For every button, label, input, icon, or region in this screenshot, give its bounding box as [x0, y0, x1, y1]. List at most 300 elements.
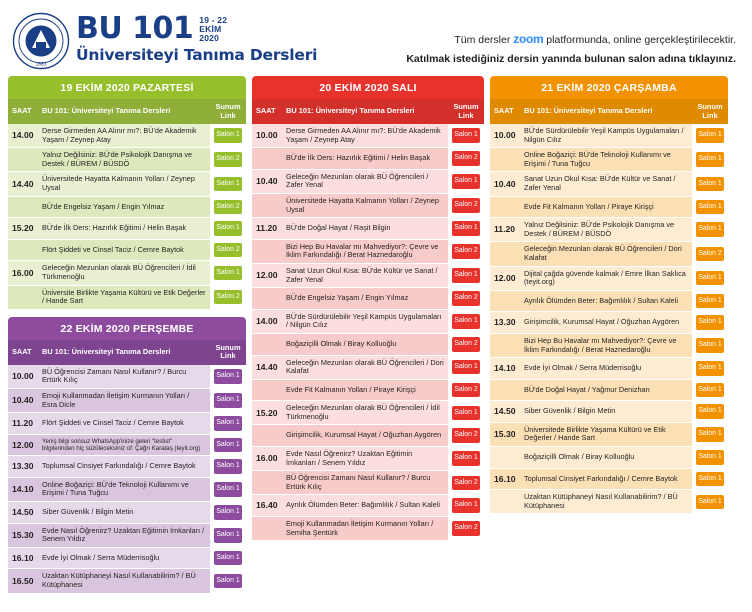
- table-row: [252, 239, 484, 263]
- salon-link[interactable]: Salon 2: [452, 383, 480, 398]
- col-header-link: Sunum Link: [210, 99, 246, 124]
- table-row: [490, 422, 728, 446]
- cell-time: 14.50: [490, 401, 520, 423]
- salon-link[interactable]: Salon 1: [696, 495, 724, 510]
- salon-link[interactable]: Salon 2: [214, 243, 242, 258]
- salon-link[interactable]: Salon 1: [696, 338, 724, 353]
- cell-session-link[interactable]: [448, 425, 484, 447]
- zoom-logo: zoom: [513, 32, 544, 46]
- cell-session-link[interactable]: [448, 517, 484, 541]
- cell-time: [252, 193, 282, 217]
- salon-link[interactable]: Salon 1: [214, 482, 242, 497]
- cell-course-name: BÜ'de Engelsiz Yaşam / Engin Yılmaz: [282, 288, 448, 310]
- table-row: [490, 218, 728, 242]
- col-header-time: SAAT: [8, 99, 38, 124]
- cell-course-name: BÜ'de Doğal Hayat / Raşit Bilgin: [282, 218, 448, 240]
- cell-course-name: Derse Girmeden AA Alınır mı?: BÜ'de Akademik Yaşam / Zeynep Atay: [282, 124, 448, 148]
- table-row: [252, 124, 484, 148]
- table-row: [252, 425, 484, 447]
- table-row: [490, 312, 728, 334]
- cell-time: [252, 517, 282, 541]
- cell-session-link[interactable]: [692, 401, 728, 423]
- cell-session-link[interactable]: [210, 547, 246, 569]
- salon-link[interactable]: Salon 1: [452, 128, 480, 143]
- cell-session-link[interactable]: [448, 379, 484, 401]
- note-line-2: Katılmak istediğiniz dersin yanında bulunan salon adına tıklayınız.: [406, 53, 736, 65]
- table-row: [8, 261, 246, 285]
- table-row: [252, 355, 484, 379]
- cell-session-link[interactable]: [692, 312, 728, 334]
- page-subtitle: Üniversiteyi Tanıma Dersleri: [76, 46, 318, 64]
- cell-course-name: Geleceğin Mezunları olarak BÜ Öğrencileri / İdil Türkmenoğlu: [38, 261, 210, 285]
- col-header-course: BU 101: Üniversiteyi Tanıma Dersleri: [38, 99, 210, 124]
- cell-session-link[interactable]: [448, 263, 484, 287]
- salon-link[interactable]: Salon 1: [214, 393, 242, 408]
- cell-time: [252, 239, 282, 263]
- salon-link[interactable]: Salon 1: [214, 505, 242, 520]
- cell-time: 12.00: [252, 263, 282, 287]
- table-row: [252, 517, 484, 541]
- cell-time: [252, 148, 282, 170]
- cell-time: [490, 490, 520, 514]
- university-logo-icon: [12, 12, 70, 70]
- cell-time: 15.30: [8, 523, 38, 547]
- cell-course-name: Online Boğaziçi: BÜ'de Teknoloji Kullanımı ve Erişimi / Tuna Tuğcu: [38, 477, 210, 501]
- cell-time: [252, 425, 282, 447]
- table-header-row: [8, 99, 246, 124]
- cell-course-name: Bizi Hep Bu Havalar mı Mahvediyor?: Çevre ve İklim Farkındalığı / Berat Haznedaroğlu: [282, 239, 448, 263]
- cell-session-link[interactable]: [692, 124, 728, 148]
- salon-link[interactable]: Salon 1: [214, 551, 242, 566]
- cell-time: 10.00: [8, 365, 38, 389]
- table-row: [8, 434, 246, 456]
- salon-link[interactable]: Salon 1: [214, 221, 242, 236]
- cell-course-name: Yeniş bilgi sonsuz WhatsApp'inize gelen "testist" bilgilerinden hiç süzüleceksiniz of: Çağrı Karataş (teyit.org): [38, 434, 210, 456]
- cell-course-name: Üniversite Birlikte Yaşama Kültürü ve Etik Değerler / Hande Sart: [38, 285, 210, 309]
- cell-session-link[interactable]: [692, 422, 728, 446]
- cell-time: 16.10: [8, 547, 38, 569]
- table-row: [8, 285, 246, 309]
- cell-course-name: Ayrılık Ölümden Beter: Bağımlılık / Sultan Kaleli: [282, 495, 448, 517]
- col-header-link: Sunum Link: [692, 99, 728, 124]
- cell-time: [490, 290, 520, 312]
- cell-time: 14.00: [8, 124, 38, 148]
- cell-session-link[interactable]: [692, 218, 728, 242]
- cell-time: 13.30: [490, 312, 520, 334]
- salon-link[interactable]: Salon 2: [452, 151, 480, 166]
- table-row: [490, 172, 728, 196]
- cell-time: [252, 288, 282, 310]
- salon-link[interactable]: Salon 2: [452, 291, 480, 306]
- cell-course-name: Flört Şiddeti ve Cinsel Taciz / Cemre Baytok: [38, 413, 210, 435]
- salon-link[interactable]: Salon 1: [696, 404, 724, 419]
- cell-course-name: Evde Nasıl Öğrenirz? Uzaktan Eğitimin İmkanları / Senem Yıldız: [282, 447, 448, 471]
- cell-time: [8, 285, 38, 309]
- table-row: [8, 547, 246, 569]
- cell-time: 14.10: [8, 477, 38, 501]
- salon-link[interactable]: Salon 1: [452, 174, 480, 189]
- salon-link[interactable]: Salon 2: [452, 198, 480, 213]
- cell-session-link[interactable]: [692, 290, 728, 312]
- cell-time: 14.50: [8, 502, 38, 524]
- cell-course-name: Toplumsal Cinsiyet Farkındalığı / Cemre Baytok: [38, 456, 210, 478]
- cell-course-name: Yalnız Değilsiniz: BÜ'de Psikolojik Danışma ve Destek / BÜREM / BÜSDÖ: [38, 148, 210, 172]
- cell-session-link[interactable]: [692, 447, 728, 469]
- salon-link[interactable]: Salon 1: [696, 177, 724, 192]
- salon-link[interactable]: Salon 2: [452, 244, 480, 259]
- cell-time: 11.20: [8, 413, 38, 435]
- table-row: [490, 379, 728, 401]
- cell-course-name: BÜ Öğrencisi Zamanı Nasıl Kullanır? / Burcu Ertürk Kılıç: [282, 471, 448, 495]
- col-header-time: SAAT: [252, 99, 282, 124]
- cell-session-link[interactable]: [448, 124, 484, 148]
- cell-course-name: Uzaktan Kütüphaneyi Nasıl Kullanabilirim? / BÜ Kütüphanesi: [520, 490, 692, 514]
- table-row: [252, 148, 484, 170]
- cell-course-name: Geleceğin Mezunları olarak BÜ Öğrencileri / İdil Türkmenoğlu: [282, 401, 448, 425]
- table-row: [252, 333, 484, 355]
- cell-time: 15.20: [8, 218, 38, 240]
- table-row: [8, 388, 246, 412]
- cell-course-name: Online Boğaziçi: BÜ'de Teknoloji Kullanımı ve Erişimi / Tuna Tuğcu: [520, 148, 692, 172]
- table-row: [8, 365, 246, 389]
- cell-time: 15.30: [490, 422, 520, 446]
- cell-session-link[interactable]: [448, 355, 484, 379]
- salon-link[interactable]: Salon 2: [214, 290, 242, 305]
- salon-link[interactable]: Salon 1: [452, 498, 480, 513]
- cell-session-link[interactable]: [448, 495, 484, 517]
- cell-session-link[interactable]: [448, 309, 484, 333]
- cell-session-link[interactable]: [210, 477, 246, 501]
- salon-link[interactable]: Salon 1: [452, 406, 480, 421]
- cell-session-link[interactable]: [448, 333, 484, 355]
- table-row: [490, 148, 728, 172]
- col-header-course: BU 101: Üniversiteyi Tanıma Dersleri: [520, 99, 692, 124]
- salon-link[interactable]: Salon 1: [696, 294, 724, 309]
- salon-link[interactable]: Salon 2: [696, 247, 724, 262]
- salon-link[interactable]: Salon 1: [214, 177, 242, 192]
- cell-course-name: BÜ'de Sürdürülebilir Yeşil Kampüs Uygulamaları / Nilgün Cılız: [520, 124, 692, 148]
- cell-time: 14.40: [252, 355, 282, 379]
- cell-course-name: Üniversitede Hayatta Kalmanın Yolları / Zeynep Uysal: [282, 193, 448, 217]
- table-header-row: [8, 340, 246, 365]
- table-row: [8, 218, 246, 240]
- cell-session-link[interactable]: [210, 196, 246, 218]
- cell-time: [490, 379, 520, 401]
- cell-course-name: Emoji Kullanmadan İletişim Kurmanın Yolları / Esra Dicle: [38, 388, 210, 412]
- date-range: [199, 14, 227, 43]
- salon-link[interactable]: Salon 1: [214, 266, 242, 281]
- cell-course-name: BÜ'de Sürdürülebilir Yeşil Kampüs Uygulamaları / Nilgün Cılız: [282, 309, 448, 333]
- table-row: [252, 495, 484, 517]
- cell-session-link[interactable]: [448, 169, 484, 193]
- cell-course-name: BÜ Öğrencisi Zamanı Nasıl Kullanır? / Burcu Ertürk Kılıç: [38, 365, 210, 389]
- table-row: [8, 569, 246, 593]
- cell-session-link[interactable]: [210, 456, 246, 478]
- cell-course-name: Boğaziçilli Olmak / Biray Kolluoğlu: [282, 333, 448, 355]
- schedule-table-monday: [8, 99, 246, 310]
- day-title-monday: 19 EKİM 2020 PAZARTESİ: [8, 76, 246, 99]
- table-row: [490, 358, 728, 380]
- cell-session-link[interactable]: [692, 148, 728, 172]
- cell-course-name: Girişimcilik, Kurumsal Hayat / Oğuzhan Aygören: [520, 312, 692, 334]
- cell-session-link[interactable]: [448, 288, 484, 310]
- cell-course-name: BÜ'de İlk Ders: Hazırlık Eğitimi / Helin Başak: [282, 148, 448, 170]
- cell-session-link[interactable]: [210, 172, 246, 196]
- cell-time: 16.50: [8, 569, 38, 593]
- cell-time: [8, 239, 38, 261]
- cell-session-link[interactable]: [448, 218, 484, 240]
- cell-session-link[interactable]: [210, 261, 246, 285]
- cell-session-link[interactable]: [210, 148, 246, 172]
- cell-course-name: Evde Nasıl Öğrenirz? Uzaktan Eğitimin İmkanları / Senem Yıldız: [38, 523, 210, 547]
- cell-time: 16.00: [252, 447, 282, 471]
- cell-time: 11.20: [252, 218, 282, 240]
- salon-link[interactable]: Salon 2: [452, 521, 480, 536]
- table-row: [252, 169, 484, 193]
- schedule-columns: [0, 74, 752, 607]
- cell-time: [252, 333, 282, 355]
- cell-session-link[interactable]: [692, 242, 728, 266]
- day-card-wednesday: [490, 76, 728, 514]
- cell-time: [490, 148, 520, 172]
- cell-time: 10.40: [8, 388, 38, 412]
- cell-course-name: Siber Güvenlik / Bilgin Metin: [520, 401, 692, 423]
- cell-time: 14.10: [490, 358, 520, 380]
- cell-time: 10.00: [490, 124, 520, 148]
- note-prefix: Tüm dersler: [454, 34, 514, 46]
- day-title-wednesday: 21 EKİM 2020 ÇARŞAMBA: [490, 76, 728, 99]
- cell-course-name: Dijital çağda güvende kalmak / Emre İlkan Saklıca (teyit.org): [520, 266, 692, 290]
- table-row: [252, 379, 484, 401]
- cell-session-link[interactable]: [448, 239, 484, 263]
- salon-link[interactable]: Salon 1: [452, 314, 480, 329]
- table-row: [490, 124, 728, 148]
- cell-session-link[interactable]: [448, 471, 484, 495]
- cell-course-name: Yalnız Değilsiniz: BÜ'de Psikolojik Danışma ve Destek / BÜREM / BÜSDÖ: [520, 218, 692, 242]
- cell-course-name: Toplumsal Cinsiyet Farkındalığı / Cemre Baytok: [520, 468, 692, 490]
- column-right: [490, 76, 728, 601]
- table-row: [490, 290, 728, 312]
- cell-time: [252, 379, 282, 401]
- cell-course-name: Flört Şiddeti ve Cinsel Taciz / Cemre Baytok: [38, 239, 210, 261]
- table-row: [252, 263, 484, 287]
- cell-time: 16.40: [252, 495, 282, 517]
- table-row: [490, 196, 728, 218]
- cell-session-link[interactable]: [448, 193, 484, 217]
- salon-link[interactable]: Salon 1: [452, 221, 480, 236]
- table-row: [8, 239, 246, 261]
- table-row: [252, 288, 484, 310]
- table-row: [490, 490, 728, 514]
- day-card-monday: [8, 76, 246, 310]
- cell-course-name: Derse Girmeden AA Alınır mı?: BÜ'de Akademik Yaşam / Zeynep Atay: [38, 124, 210, 148]
- cell-time: 10.00: [252, 124, 282, 148]
- salon-link[interactable]: Salon 1: [214, 574, 242, 589]
- cell-time: [8, 148, 38, 172]
- column-left: [8, 76, 246, 601]
- table-row: [8, 456, 246, 478]
- cell-course-name: Uzaktan Kütüphaneyi Nasıl Kullanabilirim? / BÜ Kütüphanesi: [38, 569, 210, 593]
- salon-link[interactable]: Salon 1: [696, 271, 724, 286]
- salon-link[interactable]: Salon 1: [452, 451, 480, 466]
- cell-time: 16.00: [8, 261, 38, 285]
- salon-link[interactable]: Salon 1: [696, 472, 724, 487]
- col-header-link: Sunum Link: [210, 340, 246, 365]
- salon-link[interactable]: Salon 2: [452, 337, 480, 352]
- cell-session-link[interactable]: [692, 379, 728, 401]
- cell-course-name: Üniversitede Birlikte Yaşama Kültürü ve Etik Değerler / Hande Sart: [520, 422, 692, 446]
- cell-time: 13.30: [8, 456, 38, 478]
- salon-link[interactable]: Salon 1: [214, 416, 242, 431]
- cell-course-name: Sanat Uzun Okul Kısa: BÜ'de Kültür ve Sanat / Zafer Yenal: [520, 172, 692, 196]
- cell-course-name: Boğaziçilli Olmak / Biray Kolluoğlu: [520, 447, 692, 469]
- salon-link[interactable]: Salon 1: [452, 268, 480, 283]
- salon-link[interactable]: Salon 1: [214, 459, 242, 474]
- cell-session-link[interactable]: [692, 266, 728, 290]
- svg-text:1883: 1883: [35, 61, 47, 67]
- cell-course-name: BÜ'de İlk Ders: Hazırlık Eğitimi / Helin Başak: [38, 218, 210, 240]
- cell-session-link[interactable]: [210, 434, 246, 456]
- schedule-table-wednesday: [490, 99, 728, 514]
- salon-link[interactable]: Salon 1: [214, 369, 242, 384]
- date-line-3: 2020: [199, 33, 220, 43]
- cell-time: 10.40: [252, 169, 282, 193]
- col-header-link: Sunum Link: [448, 99, 484, 124]
- cell-session-link[interactable]: [692, 468, 728, 490]
- table-row: [490, 447, 728, 469]
- brand-title: BU 101: [76, 11, 194, 46]
- table-row: [8, 477, 246, 501]
- cell-time: 12.00: [490, 266, 520, 290]
- date-line-1: 19 - 22: [199, 15, 228, 25]
- table-row: [252, 447, 484, 471]
- cell-course-name: Girişimcilik, Kurumsal Hayat / Oğuzhan Aygören: [282, 425, 448, 447]
- poster-header: [0, 0, 752, 74]
- salon-link[interactable]: Salon 1: [214, 528, 242, 543]
- cell-time: 12.00: [8, 434, 38, 456]
- cell-course-name: BÜ'de Engelsiz Yaşam / Engin Yılmaz: [38, 196, 210, 218]
- cell-time: [490, 242, 520, 266]
- cell-time: 14.40: [8, 172, 38, 196]
- cell-session-link[interactable]: [210, 285, 246, 309]
- cell-session-link[interactable]: [210, 218, 246, 240]
- table-row: [490, 468, 728, 490]
- cell-course-name: Geleceğin Mezunları olarak BÜ Öğrencileri / Dori Kalafat: [282, 355, 448, 379]
- salon-link[interactable]: Salon 1: [696, 361, 724, 376]
- col-header-time: SAAT: [8, 340, 38, 365]
- date-line-2: EKİM: [199, 24, 222, 34]
- cell-session-link[interactable]: [692, 172, 728, 196]
- salon-link[interactable]: Salon 2: [452, 428, 480, 443]
- cell-course-name: BÜ'de Doğal Hayat / Yağmur Denizhan: [520, 379, 692, 401]
- cell-course-name: Geleceğin Mezunları olarak BÜ Öğrencileri / Zafer Yenal: [282, 169, 448, 193]
- cell-session-link[interactable]: [448, 148, 484, 170]
- cell-session-link[interactable]: [692, 490, 728, 514]
- cell-session-link[interactable]: [448, 401, 484, 425]
- table-row: [8, 196, 246, 218]
- table-row: [8, 502, 246, 524]
- salon-link[interactable]: Salon 1: [696, 427, 724, 442]
- table-row: [8, 148, 246, 172]
- col-header-course: BU 101: Üniversiteyi Tanıma Dersleri: [38, 340, 210, 365]
- salon-link[interactable]: Salon 1: [696, 222, 724, 237]
- column-middle: [252, 76, 484, 601]
- table-row: [490, 333, 728, 357]
- cell-time: [490, 333, 520, 357]
- cell-course-name: Siber Güvenlik / Bilgin Metin: [38, 502, 210, 524]
- table-row: [252, 471, 484, 495]
- day-card-thursday: [8, 317, 246, 594]
- cell-session-link[interactable]: [692, 358, 728, 380]
- cell-time: 16.10: [490, 468, 520, 490]
- cell-session-link[interactable]: [210, 239, 246, 261]
- salon-link[interactable]: Salon 1: [696, 383, 724, 398]
- table-row: [490, 401, 728, 423]
- col-header-course: BU 101: Üniversiteyi Tanıma Dersleri: [282, 99, 448, 124]
- title-block: [76, 10, 317, 64]
- table-row: [8, 413, 246, 435]
- cell-session-link[interactable]: [692, 333, 728, 357]
- cell-session-link[interactable]: [210, 569, 246, 593]
- salon-link[interactable]: Salon 1: [214, 438, 242, 453]
- cell-course-name: Evde İyi Olmak / Serra Müderrisoğlu: [38, 547, 210, 569]
- salon-link[interactable]: Salon 1: [696, 200, 724, 215]
- salon-link[interactable]: Salon 1: [696, 152, 724, 167]
- cell-time: 11.20: [490, 218, 520, 242]
- cell-time: 14.00: [252, 309, 282, 333]
- salon-link[interactable]: Salon 1: [452, 360, 480, 375]
- cell-time: [490, 447, 520, 469]
- cell-session-link[interactable]: [210, 523, 246, 547]
- day-title-thursday: 22 EKİM 2020 PERŞEMBE: [8, 317, 246, 340]
- header-note: [406, 10, 738, 65]
- table-row: [490, 242, 728, 266]
- cell-course-name: Sanat Uzun Okul Kısa: BÜ'de Kültür ve Sanat / Zafer Yenal: [282, 263, 448, 287]
- cell-time: 15.20: [252, 401, 282, 425]
- cell-course-name: Emoji Kullanmadan İletişim Kurmanın Yolları / Semiha Şentürk: [282, 517, 448, 541]
- cell-session-link[interactable]: [210, 124, 246, 148]
- schedule-table-thursday: [8, 340, 246, 594]
- cell-session-link[interactable]: [210, 388, 246, 412]
- cell-time: [490, 196, 520, 218]
- table-row: [252, 401, 484, 425]
- cell-course-name: Ayrılık Ölümden Beter: Bağımlılık / Sultan Kaleli: [520, 290, 692, 312]
- salon-link[interactable]: Salon 2: [452, 476, 480, 491]
- salon-link[interactable]: Salon 2: [214, 200, 242, 215]
- note-suffix: platformunda, online gerçekleştirilecektir.: [543, 34, 736, 46]
- cell-session-link[interactable]: [448, 447, 484, 471]
- salon-link[interactable]: Salon 1: [696, 315, 724, 330]
- cell-session-link[interactable]: [210, 502, 246, 524]
- table-header-row: [490, 99, 728, 124]
- cell-course-name: Geleceğin Mezunları olarak BÜ Öğrencileri / Dori Kalafat: [520, 242, 692, 266]
- cell-session-link[interactable]: [692, 196, 728, 218]
- cell-course-name: Evde İyi Olmak / Serra Müderrisoğlu: [520, 358, 692, 380]
- salon-link[interactable]: Salon 1: [696, 128, 724, 143]
- cell-course-name: Bizi Hep Bu Havalar mı Mahvediyor?: Çevre ve İklim Farkındalığı / Berat Haznedaroğlu: [520, 333, 692, 357]
- salon-link[interactable]: Salon 1: [214, 128, 242, 143]
- salon-link[interactable]: Salon 2: [214, 152, 242, 167]
- cell-time: 10.40: [490, 172, 520, 196]
- cell-session-link[interactable]: [210, 413, 246, 435]
- salon-link[interactable]: Salon 1: [696, 450, 724, 465]
- table-row: [252, 218, 484, 240]
- schedule-table-tuesday: [252, 99, 484, 541]
- table-row: [8, 172, 246, 196]
- table-header-row: [252, 99, 484, 124]
- table-row: [252, 309, 484, 333]
- cell-session-link[interactable]: [210, 365, 246, 389]
